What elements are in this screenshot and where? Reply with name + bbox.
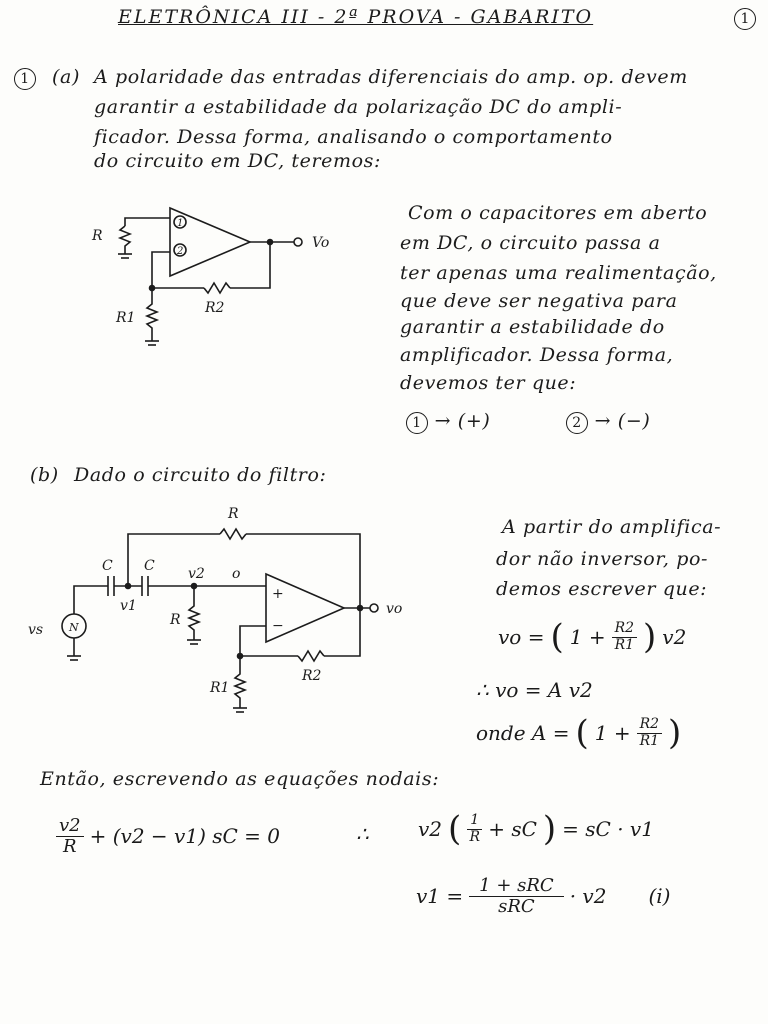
label-c1: C: [102, 558, 113, 574]
explanation-a-line-7: devemos ter que:: [400, 372, 577, 394]
equation-i: v1 = $\frac{\text{1 + sRC}}{\text{sRC}}$ · v2 (i): [416, 875, 671, 917]
input-1-label: 1: [177, 218, 184, 229]
part-a-line-1: A polaridade das entradas diferenciais do amp. op. devem: [94, 66, 688, 88]
equation-vo-a: ∴ vo = A v2: [476, 678, 593, 702]
part-a-line-2: garantir a estabilidade da polarização DC do ampli-: [94, 96, 623, 118]
part-a-label: (a): [52, 66, 80, 88]
label-v1: v1: [120, 598, 137, 614]
explanation-a-line-5: garantir a estabilidade do: [400, 316, 665, 338]
polarity-in2: 2 → (−): [566, 410, 650, 434]
label-r1: R1: [116, 310, 136, 326]
explanation-b-line-3: demos escrever que:: [496, 578, 708, 600]
part-b-label: (b): [30, 464, 59, 486]
question-number: 1: [14, 66, 36, 90]
circuit-diagram-a: [80, 196, 360, 366]
label-r1-b: R1: [210, 680, 230, 696]
label-minus: −: [272, 618, 284, 634]
therefore-symbol: ∴: [356, 822, 369, 846]
label-zero: o: [232, 566, 241, 582]
equation-a-definition: onde A = ( 1 + $\frac{R2}{R1}$ ): [476, 713, 682, 753]
label-vs: vs: [28, 622, 44, 638]
polarity-in1: 1 → (+): [406, 410, 490, 434]
page-number: 1: [734, 8, 756, 30]
explanation-a-line-6: amplificador. Dessa forma,: [400, 344, 674, 366]
label-v2: v2: [188, 566, 205, 582]
label-plus: +: [272, 586, 284, 602]
label-r: R: [92, 228, 103, 244]
label-r2: R2: [205, 300, 225, 316]
nodal-intro: Então, escrevendo as equações nodais:: [40, 768, 440, 790]
nodal-equation: $\frac{v2}{R}$ + (v2 − v1) sC = 0: [56, 816, 280, 857]
label-r-top: R: [228, 506, 239, 522]
explanation-b-line-2: dor não inversor, po-: [496, 548, 709, 570]
label-vo: Vo: [312, 235, 330, 251]
explanation-a-line-4: que deve ser negativa para: [400, 290, 678, 312]
part-b-intro: Dado o circuito do filtro:: [74, 464, 327, 486]
page-title: ELETRÔNICA III - 2ª PROVA - GABARITO: [118, 6, 594, 28]
explanation-b-line-1: A partir do amplifica-: [502, 516, 722, 538]
nodal-equation-solved: v2 ( $\frac{1}{R}$ + sC ) = sC · v1: [418, 809, 654, 849]
part-a-line-3: ficador. Dessa forma, analisando o comportamento: [94, 126, 613, 148]
circuit-diagram-b: [24, 498, 424, 728]
equation-vo: vo = ( 1 + $\frac{R2}{R1}$ ) v2: [498, 617, 687, 657]
explanation-a-line-2: em DC, o circuito passa a: [400, 232, 661, 254]
source-label: N: [69, 621, 79, 634]
label-vo-b: vo: [386, 601, 403, 617]
part-a-line-4: do circuito em DC, teremos:: [94, 150, 381, 172]
label-r-shunt: R: [170, 612, 181, 628]
label-c2: C: [144, 558, 155, 574]
input-2-label: 2: [177, 246, 184, 257]
explanation-a-line-1: Com o capacitores em aberto: [408, 202, 708, 224]
explanation-a-line-3: ter apenas uma realimentação,: [400, 262, 717, 284]
label-r2-b: R2: [302, 668, 322, 684]
